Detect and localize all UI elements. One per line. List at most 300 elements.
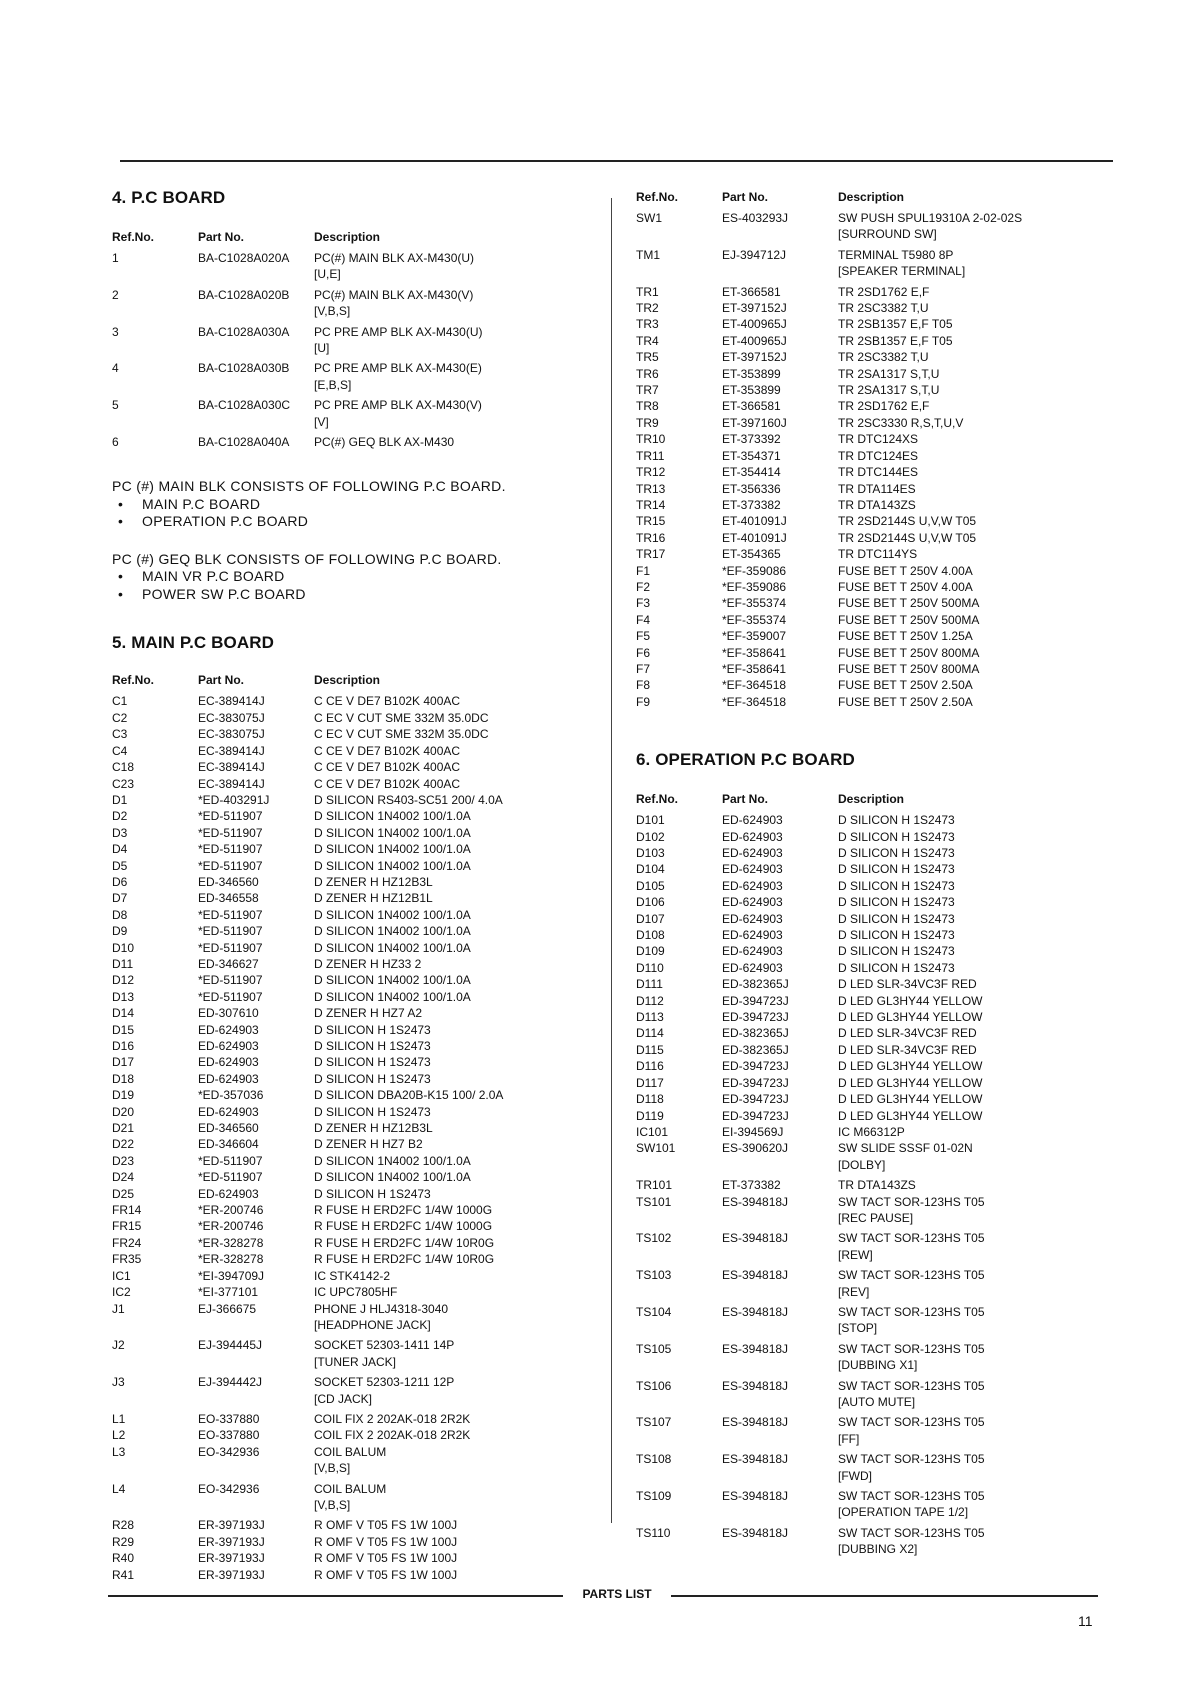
part-no: ET-400965J bbox=[722, 333, 787, 348]
description: D SILICON 1N4002 100/1.0A bbox=[314, 1153, 471, 1168]
ref-no: D1 bbox=[112, 792, 128, 807]
part-no: ED-346558 bbox=[198, 891, 259, 906]
section-4-title: 4. P.C BOARD bbox=[112, 188, 226, 207]
part-no: ED-624903 bbox=[722, 813, 783, 828]
table-row bbox=[636, 612, 1106, 628]
ref-no: 3 bbox=[112, 324, 119, 339]
description: SW TACT SOR-123HS T05 [DUBBING X2] bbox=[838, 1525, 985, 1557]
ref-no: TM1 bbox=[636, 247, 660, 262]
part-no: ES-394818J bbox=[722, 1378, 789, 1393]
part-no: ES-394818J bbox=[722, 1231, 789, 1246]
table-row bbox=[112, 956, 582, 972]
main-blk-note bbox=[112, 478, 582, 531]
description: D SILICON 1N4002 100/1.0A bbox=[314, 1170, 471, 1185]
ref-no: R40 bbox=[112, 1551, 135, 1566]
part-no: *ED-511907 bbox=[198, 907, 263, 922]
part-no: ET-353899 bbox=[722, 366, 781, 381]
part-no: ES-394818J bbox=[722, 1268, 789, 1283]
part-no: EJ-394442J bbox=[198, 1375, 263, 1390]
part-no: EJ-366675 bbox=[198, 1301, 257, 1316]
ref-no: D103 bbox=[636, 846, 665, 860]
description: C EC V CUT SME 332M 35.0DC bbox=[314, 710, 489, 725]
description: TR 2SC3382 T,U bbox=[838, 301, 929, 316]
table-row bbox=[112, 1071, 582, 1087]
ref-no: D2 bbox=[112, 809, 128, 824]
ref-no: 2 bbox=[112, 287, 119, 302]
table-row bbox=[112, 858, 582, 874]
table-row bbox=[636, 1108, 1106, 1124]
description: IC M66312P bbox=[838, 1124, 905, 1139]
part-no: ED-624903 bbox=[722, 895, 783, 910]
table-row bbox=[112, 1550, 582, 1566]
table-row bbox=[112, 1153, 582, 1169]
ref-no: TR7 bbox=[636, 383, 659, 398]
description: D ZENER H HZ12B3L bbox=[314, 1121, 433, 1136]
part-no: ED-394723J bbox=[722, 1108, 789, 1123]
part-no: ET-401091J bbox=[722, 530, 787, 545]
table-row bbox=[636, 513, 1106, 529]
table-row bbox=[112, 907, 582, 923]
ref-no: TR1 bbox=[636, 284, 659, 299]
description: D SILICON H 1S2473 bbox=[838, 813, 955, 828]
part-no: ET-373392 bbox=[722, 432, 781, 447]
ref-no: D110 bbox=[636, 960, 664, 975]
table-row bbox=[112, 1534, 582, 1550]
description: D LED SLR-34VC3F RED bbox=[838, 1042, 977, 1057]
description: TR 2SD1762 E,F bbox=[838, 284, 930, 299]
ref-no: TR101 bbox=[636, 1178, 673, 1193]
part-no: ES-390620J bbox=[722, 1141, 789, 1156]
description: D SILICON H 1S2473 bbox=[838, 928, 955, 943]
part-no: *EF-364518 bbox=[722, 678, 787, 693]
part-no: *ER-328278 bbox=[198, 1235, 264, 1250]
part-no: ES-394818J bbox=[722, 1415, 789, 1430]
table-row bbox=[112, 940, 582, 956]
description: PHONE J HLJ4318-3040 [HEADPHONE JACK] bbox=[314, 1301, 449, 1332]
part-no: ED-382365J bbox=[722, 1042, 789, 1057]
part-no: ED-394723J bbox=[722, 1075, 789, 1090]
description: R OMF V T05 FS 1W 100J bbox=[314, 1534, 458, 1549]
table-body bbox=[112, 250, 582, 450]
table-row bbox=[112, 693, 582, 709]
ref-no: R41 bbox=[112, 1567, 135, 1582]
description: SW TACT SOR-123HS T05 [AUTO MUTE] bbox=[838, 1378, 985, 1409]
ref-no: D19 bbox=[112, 1088, 135, 1103]
part-no: ES-394818J bbox=[722, 1194, 789, 1209]
ref-no: C2 bbox=[112, 710, 128, 725]
ref-no: F5 bbox=[636, 629, 651, 644]
ref-no: FR15 bbox=[112, 1219, 142, 1234]
table-row bbox=[636, 366, 1106, 382]
table-row bbox=[636, 645, 1106, 661]
ref-no: D107 bbox=[636, 911, 665, 926]
ref-no: TR5 bbox=[636, 350, 659, 365]
ref-no: TR16 bbox=[636, 530, 666, 545]
description: D SILICON H 1S2473 bbox=[838, 862, 955, 877]
table-row bbox=[112, 1169, 582, 1185]
part-no: EC-389414J bbox=[198, 694, 265, 709]
description: TR 2SB1357 E,F T05 bbox=[838, 317, 953, 332]
description: R FUSE H ERD2FC 1/4W 1000G bbox=[314, 1203, 493, 1218]
table-header: Ref.No. Part No. Description bbox=[636, 190, 905, 204]
ref-no: IC101 bbox=[636, 1124, 669, 1139]
part-no: ED-624903 bbox=[722, 928, 783, 943]
ref-no: C1 bbox=[112, 694, 128, 709]
table-row bbox=[112, 1284, 582, 1300]
description: D LED SLR-34VC3F RED bbox=[838, 1026, 977, 1041]
ref-no: TR4 bbox=[636, 333, 659, 348]
part-no: EO-342936 bbox=[198, 1481, 260, 1496]
description: TR DTA114ES bbox=[838, 481, 916, 496]
description: D SILICON H 1S2473 bbox=[838, 944, 955, 959]
description: COIL FIX 2 202AK-018 2R2K bbox=[314, 1428, 471, 1443]
description: FUSE BET T 250V 800MA bbox=[838, 661, 980, 676]
table-row bbox=[112, 1481, 582, 1514]
table-row bbox=[636, 694, 1106, 710]
part-no: *ED-511907 bbox=[198, 825, 263, 840]
table-row bbox=[112, 360, 582, 393]
part-no: *EI-377101 bbox=[198, 1285, 259, 1300]
part-no: EC-389414J bbox=[198, 743, 265, 758]
description: C CE V DE7 B102K 400AC bbox=[314, 694, 461, 709]
part-no: ET-366581 bbox=[722, 284, 781, 299]
table-row bbox=[636, 1025, 1106, 1041]
part-no: ED-307610 bbox=[198, 1006, 259, 1021]
table-row bbox=[112, 1218, 582, 1234]
main-pc-board-table bbox=[112, 673, 582, 1583]
main-pc-board-table-continued bbox=[636, 190, 1106, 710]
description: D SILICON H 1S2473 bbox=[838, 960, 955, 975]
table-row bbox=[112, 324, 582, 357]
part-no: ET-354414 bbox=[722, 465, 781, 480]
description: TR DTA143ZS bbox=[838, 497, 916, 512]
part-no: *ED-511907 bbox=[198, 940, 263, 955]
part-no: ET-366581 bbox=[722, 399, 781, 414]
table-row bbox=[636, 316, 1106, 332]
part-no: ET-353899 bbox=[722, 383, 781, 398]
ref-no: TS102 bbox=[636, 1231, 672, 1246]
table-header: Ref.No. Part No. Description bbox=[112, 673, 381, 688]
ref-no: SW1 bbox=[636, 211, 663, 225]
table-row bbox=[112, 1337, 582, 1370]
description: D SILICON 1N4002 100/1.0A bbox=[314, 842, 471, 857]
table-row bbox=[636, 579, 1106, 595]
table-row bbox=[112, 825, 582, 841]
part-no: *ED-511907 bbox=[198, 809, 263, 824]
table-row bbox=[636, 210, 1106, 243]
ref-no: J1 bbox=[112, 1301, 125, 1316]
ref-no: C23 bbox=[112, 776, 135, 791]
ref-no: L4 bbox=[112, 1481, 126, 1496]
part-no: BA-C1028A030A bbox=[198, 324, 290, 339]
ref-no: D6 bbox=[112, 874, 128, 889]
footer-rule-right bbox=[671, 1595, 1098, 1597]
table-row bbox=[636, 1124, 1106, 1140]
table-row bbox=[112, 1202, 582, 1218]
part-no: EI-394569J bbox=[722, 1124, 784, 1139]
part-no: EC-383075J bbox=[198, 710, 265, 725]
description: IC UPC7805HF bbox=[314, 1285, 398, 1300]
table-row bbox=[636, 1091, 1106, 1107]
description: D SILICON H 1S2473 bbox=[838, 846, 955, 860]
part-no: ED-624903 bbox=[722, 829, 783, 844]
description: PC PRE AMP BLK AX-M430(U) [U] bbox=[314, 324, 483, 356]
ref-no: TS105 bbox=[636, 1341, 672, 1356]
pc-board-table bbox=[112, 230, 582, 450]
table-row bbox=[112, 1567, 582, 1583]
right-column bbox=[636, 190, 1106, 1562]
description: D SILICON 1N4002 100/1.0A bbox=[314, 989, 471, 1004]
table-row bbox=[636, 993, 1106, 1009]
ref-no: D8 bbox=[112, 907, 128, 922]
description: D ZENER H HZ7 B2 bbox=[314, 1137, 423, 1152]
table-row bbox=[636, 1414, 1106, 1447]
description: D ZENER H HZ7 A2 bbox=[314, 1006, 423, 1021]
part-no: ED-394723J bbox=[722, 1092, 789, 1107]
table-row bbox=[636, 530, 1106, 546]
table-body bbox=[636, 812, 1106, 1557]
table-row bbox=[636, 284, 1106, 300]
table-row bbox=[112, 1104, 582, 1120]
part-no: ET-354371 bbox=[722, 448, 781, 463]
table-row bbox=[112, 1444, 582, 1477]
description: D ZENER H HZ33 2 bbox=[314, 956, 422, 971]
table-row bbox=[112, 923, 582, 939]
table-row bbox=[636, 960, 1106, 976]
table-row bbox=[636, 333, 1106, 349]
description: TR DTC124ES bbox=[838, 448, 919, 463]
table-row bbox=[636, 1058, 1106, 1074]
description: SW TACT SOR-123HS T05 [REC PAUSE] bbox=[838, 1194, 985, 1225]
part-no: BA-C1028A020B bbox=[198, 287, 290, 302]
description: PC PRE AMP BLK AX-M430(V) [V] bbox=[314, 398, 482, 429]
table-row bbox=[636, 1488, 1106, 1521]
description: TR 2SD1762 E,F bbox=[838, 399, 930, 414]
part-no: ED-624903 bbox=[722, 944, 783, 959]
ref-no: D7 bbox=[112, 891, 128, 906]
table-row bbox=[636, 497, 1106, 513]
ref-no: TS109 bbox=[636, 1489, 672, 1504]
part-no: EJ-394712J bbox=[722, 247, 787, 262]
part-no: ED-624903 bbox=[722, 960, 783, 975]
ref-no: D109 bbox=[636, 944, 665, 959]
table-row bbox=[112, 1186, 582, 1202]
ref-no: D14 bbox=[112, 1006, 135, 1021]
description: TR 2SD2144S U,V,W T05 bbox=[838, 514, 977, 529]
ref-no: FR35 bbox=[112, 1252, 142, 1267]
ref-no: D23 bbox=[112, 1153, 135, 1168]
table-row bbox=[112, 989, 582, 1005]
part-no: *ED-403291J bbox=[198, 792, 270, 807]
table-row bbox=[636, 1075, 1106, 1091]
description: FUSE BET T 250V 800MA bbox=[838, 645, 980, 660]
part-no: ET-373382 bbox=[722, 1178, 781, 1193]
note-text: PC (#) GEQ BLK CONSISTS OF FOLLOWING P.C BOARD. bbox=[112, 550, 502, 567]
part-no: EJ-394445J bbox=[198, 1338, 263, 1353]
description: TR DTC124XS bbox=[838, 432, 919, 447]
ref-no: D108 bbox=[636, 928, 665, 943]
description: D LED GL3HY44 YELLOW bbox=[838, 1092, 983, 1107]
description: SW TACT SOR-123HS T05 [OPERATION TAPE 1/2] bbox=[838, 1489, 985, 1520]
description: C CE V DE7 B102K 400AC bbox=[314, 743, 461, 758]
table-row bbox=[636, 464, 1106, 480]
part-no: ET-400965J bbox=[722, 317, 787, 332]
table-row bbox=[112, 1038, 582, 1054]
table-row bbox=[112, 434, 582, 450]
table-row bbox=[636, 861, 1106, 877]
ref-no: L2 bbox=[112, 1428, 126, 1443]
table-row bbox=[112, 710, 582, 726]
table-row bbox=[112, 972, 582, 988]
ref-no: TR14 bbox=[636, 497, 666, 512]
ref-no: D24 bbox=[112, 1170, 135, 1185]
description: D LED GL3HY44 YELLOW bbox=[838, 993, 983, 1008]
part-no: ES-403293J bbox=[722, 211, 789, 225]
table-row bbox=[636, 300, 1106, 316]
description: TR DTA143ZS bbox=[838, 1178, 916, 1193]
description: FUSE BET T 250V 500MA bbox=[838, 596, 980, 611]
part-no: *ER-200746 bbox=[198, 1219, 264, 1234]
table-row bbox=[636, 677, 1106, 693]
table-row bbox=[112, 1005, 582, 1021]
part-no: *ED-511907 bbox=[198, 858, 263, 873]
table-row bbox=[636, 661, 1106, 677]
ref-no: 4 bbox=[112, 361, 119, 376]
description: D SILICON 1N4002 100/1.0A bbox=[314, 809, 471, 824]
part-no: ED-394723J bbox=[722, 993, 789, 1008]
note-item: • OPERATION P.C BOARD bbox=[112, 513, 582, 531]
part-no: *EF-359086 bbox=[722, 579, 787, 594]
ref-no: F8 bbox=[636, 678, 651, 693]
description: D LED GL3HY44 YELLOW bbox=[838, 1075, 983, 1090]
ref-no: J3 bbox=[112, 1375, 125, 1390]
table-row bbox=[636, 1177, 1106, 1193]
table-row bbox=[636, 398, 1106, 414]
ref-no: D113 bbox=[636, 1010, 664, 1025]
ref-no: D101 bbox=[636, 813, 665, 828]
description: D LED GL3HY44 YELLOW bbox=[838, 1059, 983, 1074]
ref-no: D112 bbox=[636, 993, 664, 1008]
description: SW TACT SOR-123HS T05 [STOP] bbox=[838, 1304, 985, 1336]
table-header: Ref.No. Part No. Description bbox=[636, 792, 905, 807]
part-no: ED-624903 bbox=[198, 1071, 259, 1086]
table-row bbox=[636, 415, 1106, 431]
table-row bbox=[112, 776, 582, 792]
part-no: *ED-511907 bbox=[198, 1153, 263, 1168]
table-row bbox=[636, 1341, 1106, 1374]
description: SOCKET 52303-1211 12P [CD JACK] bbox=[314, 1375, 455, 1406]
description: D SILICON H 1S2473 bbox=[838, 878, 955, 893]
part-no: ED-624903 bbox=[198, 1104, 259, 1119]
description: D SILICON 1N4002 100/1.0A bbox=[314, 825, 471, 840]
operation-pc-board-table bbox=[636, 792, 1106, 1557]
ref-no: D114 bbox=[636, 1026, 664, 1041]
description: D SILICON H 1S2473 bbox=[314, 1186, 431, 1201]
description: D SILICON 1N4002 100/1.0A bbox=[314, 940, 471, 955]
ref-no: TR8 bbox=[636, 399, 659, 414]
ref-no: TR10 bbox=[636, 432, 666, 447]
ref-no: TR3 bbox=[636, 317, 659, 332]
ref-no: D18 bbox=[112, 1071, 135, 1086]
ref-no: C3 bbox=[112, 727, 128, 742]
ref-no: TS103 bbox=[636, 1268, 672, 1283]
ref-no: J2 bbox=[112, 1338, 125, 1353]
table-row bbox=[112, 1374, 582, 1407]
part-no: ED-394723J bbox=[722, 1059, 789, 1074]
table-body bbox=[112, 693, 582, 1583]
part-no: ED-346560 bbox=[198, 874, 259, 889]
table-row bbox=[636, 1009, 1106, 1025]
ref-no: D115 bbox=[636, 1042, 664, 1057]
part-no: EO-337880 bbox=[198, 1411, 260, 1426]
description: C CE V DE7 B102K 400AC bbox=[314, 776, 461, 791]
ref-no: D15 bbox=[112, 1022, 135, 1037]
table-row bbox=[636, 1378, 1106, 1411]
ref-no: TR12 bbox=[636, 465, 666, 480]
part-no: ED-624903 bbox=[198, 1039, 259, 1053]
ref-no: TR9 bbox=[636, 415, 659, 430]
table-row bbox=[636, 1267, 1106, 1300]
ref-no: TS108 bbox=[636, 1452, 672, 1467]
part-no: ED-624903 bbox=[722, 878, 783, 893]
description: TR 2SC3382 T,U bbox=[838, 350, 929, 365]
ref-no: D5 bbox=[112, 858, 128, 873]
description: D ZENER H HZ12B3L bbox=[314, 874, 433, 889]
ref-no: D3 bbox=[112, 825, 128, 840]
part-no: ET-397152J bbox=[722, 350, 787, 365]
part-no: *EI-394709J bbox=[198, 1268, 265, 1283]
description: D SILICON H 1S2473 bbox=[314, 1022, 431, 1037]
table-row bbox=[636, 812, 1106, 828]
description: D SILICON H 1S2473 bbox=[838, 829, 955, 844]
ref-no: D21 bbox=[112, 1121, 135, 1136]
ref-no: SW101 bbox=[636, 1141, 676, 1156]
ref-no: TR17 bbox=[636, 547, 666, 562]
ref-no: TR15 bbox=[636, 514, 666, 529]
ref-no: FR24 bbox=[112, 1235, 142, 1250]
table-row bbox=[636, 1451, 1106, 1484]
description: D LED GL3HY44 YELLOW bbox=[838, 1108, 983, 1123]
ref-no: FR14 bbox=[112, 1203, 142, 1218]
note-item: • MAIN VR P.C BOARD bbox=[112, 568, 582, 586]
table-row bbox=[112, 743, 582, 759]
description: SW PUSH SPUL19310A 2-02-02S [SURROUND SW] bbox=[838, 211, 1023, 242]
part-no: EC-389414J bbox=[198, 776, 265, 791]
description: D SILICON 1N4002 100/1.0A bbox=[314, 924, 471, 939]
description: D SILICON H 1S2473 bbox=[314, 1104, 431, 1119]
ref-no: D25 bbox=[112, 1186, 135, 1201]
ref-no: D116 bbox=[636, 1059, 664, 1074]
part-no: ES-394818J bbox=[722, 1525, 789, 1540]
description: SW TACT SOR-123HS T05 [FWD] bbox=[838, 1452, 985, 1483]
description: FUSE BET T 250V 4.00A bbox=[838, 563, 973, 578]
part-no: EO-337880 bbox=[198, 1428, 260, 1443]
ref-no: D12 bbox=[112, 973, 135, 988]
table-row bbox=[636, 481, 1106, 497]
table-body bbox=[636, 210, 1106, 710]
ref-no: C18 bbox=[112, 760, 135, 775]
ref-no: D20 bbox=[112, 1104, 135, 1119]
description: TR 2SA1317 S,T,U bbox=[838, 366, 940, 381]
description: FUSE BET T 250V 500MA bbox=[838, 612, 980, 627]
description: FUSE BET T 250V 4.00A bbox=[838, 579, 973, 594]
part-no: *EF-355374 bbox=[722, 596, 787, 611]
ref-no: D118 bbox=[636, 1092, 664, 1107]
ref-no: TS101 bbox=[636, 1194, 672, 1209]
ref-no: F6 bbox=[636, 645, 651, 660]
ref-no: R29 bbox=[112, 1534, 135, 1549]
part-no: BA-C1028A040A bbox=[198, 435, 290, 450]
